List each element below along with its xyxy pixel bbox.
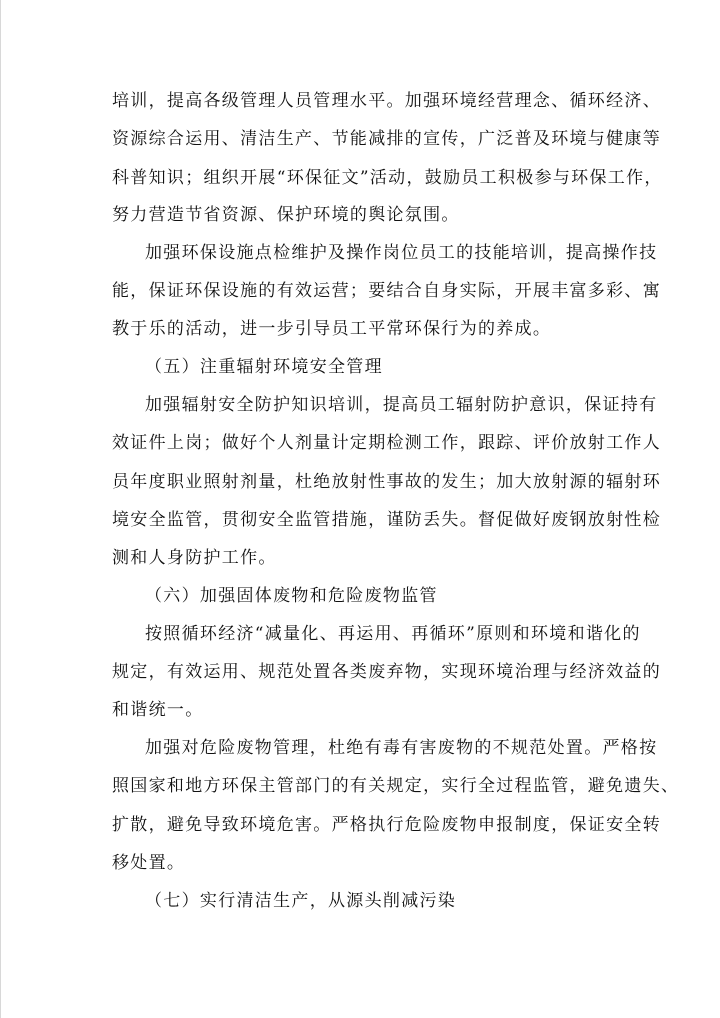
body-text-line: 效证件上岗；做好个人剂量计定期检测工作，跟踪、评价放射工作人 (112, 433, 661, 453)
body-text-line: 资源综合运用、清洁生产、节能减排的宣传，广泛普及环境与健康等 (112, 129, 661, 149)
body-text-line: 员年度职业照射剂量，杜绝放射性事故的发生；加大放射源的辐射环 (112, 472, 661, 492)
body-text-line: 移处置。 (112, 853, 186, 873)
paragraph-first-line: 加强辐射安全防护知识培训，提高员工辐射防护意识，保证持有 (145, 395, 658, 415)
body-text-line: 培训，提高各级管理人员管理水平。加强环境经营理念、循环经济、 (112, 91, 661, 111)
body-text-line: 能，保证环保设施的有效运营；要结合自身实际，开展丰富多彩、寓 (112, 281, 661, 301)
paragraph-first-line: 加强对危险废物管理，杜绝有毒有害废物的不规范处置。严格按 (145, 738, 658, 758)
section-heading-5: （五）注重辐射环境安全管理 (145, 357, 383, 377)
paragraph-first-line: 加强环保设施点检维护及操作岗位员工的技能培训，提高操作技 (145, 243, 658, 263)
body-text-line: 扩散，避免导致环境危害。严格执行危险废物申报制度，保证安全转 (112, 815, 661, 835)
body-text-line: 努力营造节省资源、保护环境的舆论氛围。 (112, 205, 460, 225)
body-text-line: 科普知识；组织开展“环保征文”活动，鼓励员工积极参与环保工作， (112, 168, 663, 188)
body-text-line: 教于乐的活动，进一步引导员工平常环保行为的养成。 (112, 319, 552, 339)
body-text-line: 和谐统一。 (112, 700, 204, 720)
body-text-line: 测和人身防护工作。 (112, 548, 277, 568)
body-text-line: 规定，有效运用、规范处置各类废弃物，实现环境治理与经济效益的 (112, 662, 661, 682)
section-heading-7: （七）实行清洁生产，从源头削减污染 (145, 891, 457, 911)
body-text-line: 境安全监管，贯彻安全监管措施，谨防丢失。督促做好废钢放射性检 (112, 510, 661, 530)
paragraph-first-line: 按照循环经济“减量化、再运用、再循环”原则和环境和谐化的 (145, 624, 641, 644)
section-heading-6: （六）加强固体废物和危险废物监管 (145, 586, 438, 606)
body-text-line: 照国家和地方环保主管部门的有关规定，实行全过程监管，避免遗失、 (112, 776, 680, 796)
